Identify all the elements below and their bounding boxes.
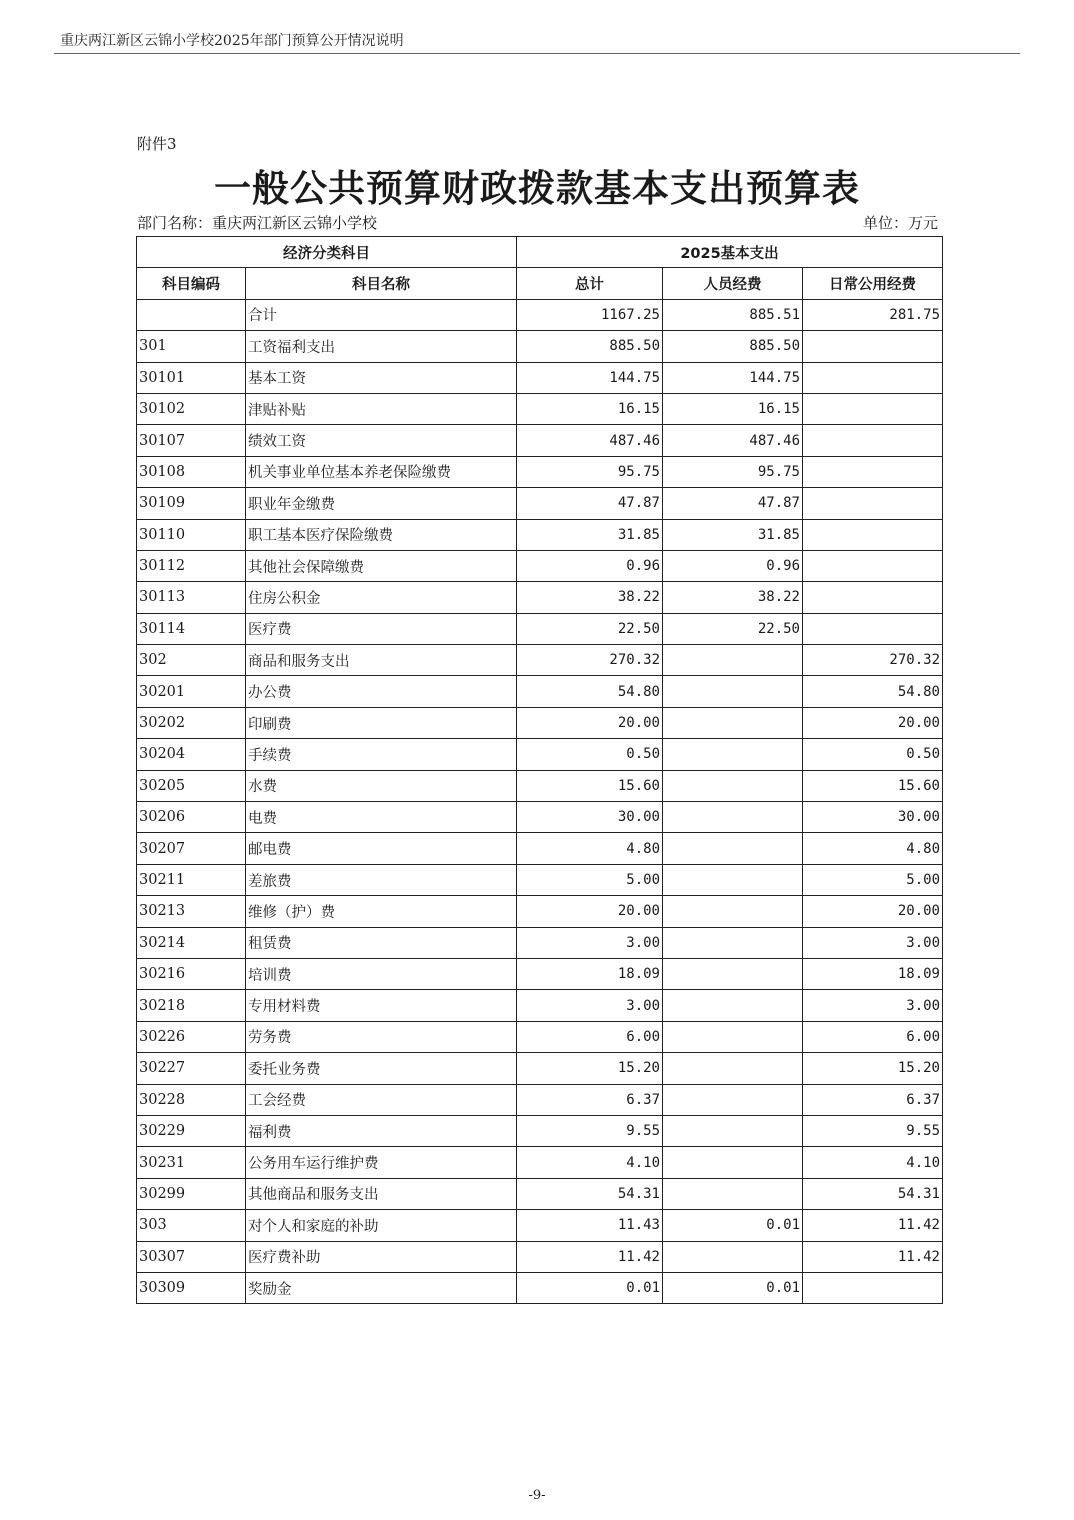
cell-code: 30204: [137, 739, 246, 770]
cell-name: 绩效工资: [246, 425, 517, 456]
cell-code: 30205: [137, 770, 246, 801]
cell-public: 18.09: [803, 958, 943, 989]
cell-personnel: [663, 990, 803, 1021]
cell-code: 302: [137, 645, 246, 676]
cell-code: 303: [137, 1210, 246, 1241]
cell-public: 15.60: [803, 770, 943, 801]
cell-public: 30.00: [803, 802, 943, 833]
cell-name: 商品和服务支出: [246, 645, 517, 676]
cell-total: 3.00: [517, 927, 663, 958]
cell-name: 机关事业单位基本养老保险缴费: [246, 456, 517, 487]
cell-personnel: [663, 1147, 803, 1178]
cell-name: 劳务费: [246, 1021, 517, 1052]
cell-code: 30228: [137, 1084, 246, 1115]
cell-personnel: 885.50: [663, 331, 803, 362]
cell-public: [803, 1272, 943, 1303]
cell-name: 奖励金: [246, 1272, 517, 1303]
table-row: [137, 833, 943, 864]
table-row: [137, 1084, 943, 1115]
column-header-code: 科目编码: [137, 268, 246, 299]
cell-personnel: [663, 833, 803, 864]
cell-code: 30108: [137, 456, 246, 487]
table-row: [137, 802, 943, 833]
cell-personnel: 95.75: [663, 456, 803, 487]
cell-public: [803, 362, 943, 393]
cell-name: 津贴补贴: [246, 393, 517, 424]
table-row: [137, 393, 943, 424]
cell-total: 11.43: [517, 1210, 663, 1241]
cell-code: 301: [137, 331, 246, 362]
cell-public: 54.80: [803, 676, 943, 707]
cell-public: [803, 425, 943, 456]
table-row: [137, 550, 943, 581]
table-row: [137, 927, 943, 958]
cell-personnel: 487.46: [663, 425, 803, 456]
cell-name: 水费: [246, 770, 517, 801]
cell-total: 54.31: [517, 1178, 663, 1209]
cell-code: 30110: [137, 519, 246, 550]
cell-name: 委托业务费: [246, 1053, 517, 1084]
cell-public: 4.10: [803, 1147, 943, 1178]
table-row: [137, 519, 943, 550]
table-row: [137, 990, 943, 1021]
cell-total: 5.00: [517, 864, 663, 895]
table-row: [137, 299, 943, 330]
cell-total: 31.85: [517, 519, 663, 550]
cell-code: 30101: [137, 362, 246, 393]
cell-name: 公务用车运行维护费: [246, 1147, 517, 1178]
header-classification: 经济分类科目: [137, 237, 517, 268]
table-row: [137, 1115, 943, 1146]
table-row: [137, 770, 943, 801]
cell-name: 医疗费补助: [246, 1241, 517, 1272]
table-row: [137, 613, 943, 644]
cell-code: 30109: [137, 488, 246, 519]
column-header-name: 科目名称: [246, 268, 517, 299]
budget-table-body: [137, 299, 943, 1304]
cell-personnel: 38.22: [663, 582, 803, 613]
cell-name: 住房公积金: [246, 582, 517, 613]
cell-personnel: 0.96: [663, 550, 803, 581]
cell-total: 20.00: [517, 896, 663, 927]
cell-personnel: 0.01: [663, 1210, 803, 1241]
cell-total: 30.00: [517, 802, 663, 833]
cell-public: 20.00: [803, 896, 943, 927]
cell-public: 9.55: [803, 1115, 943, 1146]
table-row: [137, 864, 943, 895]
cell-public: 15.20: [803, 1053, 943, 1084]
budget-table: [136, 236, 943, 1304]
unit-label: 单位：万元: [862, 214, 938, 232]
cell-personnel: [663, 1084, 803, 1115]
cell-code: 30309: [137, 1272, 246, 1303]
cell-total: 0.96: [517, 550, 663, 581]
cell-name: 培训费: [246, 958, 517, 989]
cell-personnel: 22.50: [663, 613, 803, 644]
cell-personnel: [663, 1053, 803, 1084]
cell-name: 邮电费: [246, 833, 517, 864]
cell-total: 15.20: [517, 1053, 663, 1084]
cell-public: 5.00: [803, 864, 943, 895]
cell-personnel: 47.87: [663, 488, 803, 519]
cell-personnel: [663, 645, 803, 676]
cell-public: 4.80: [803, 833, 943, 864]
cell-total: 4.10: [517, 1147, 663, 1178]
cell-code: 30113: [137, 582, 246, 613]
cell-personnel: [663, 770, 803, 801]
cell-name: 其他商品和服务支出: [246, 1178, 517, 1209]
cell-name: 对个人和家庭的补助: [246, 1210, 517, 1241]
cell-code: 30231: [137, 1147, 246, 1178]
cell-name: 印刷费: [246, 707, 517, 738]
cell-total: 20.00: [517, 707, 663, 738]
cell-total: 38.22: [517, 582, 663, 613]
cell-code: 30226: [137, 1021, 246, 1052]
cell-code: 30114: [137, 613, 246, 644]
cell-name: 专用材料费: [246, 990, 517, 1021]
cell-total: 270.32: [517, 645, 663, 676]
cell-name: 医疗费: [246, 613, 517, 644]
cell-personnel: [663, 927, 803, 958]
attachment-label: 附件3: [137, 135, 177, 153]
page-title: 一般公共预算财政拨款基本支出预算表: [214, 167, 860, 210]
cell-name: 差旅费: [246, 864, 517, 895]
column-header-total: 总计: [517, 268, 663, 299]
cell-public: 11.42: [803, 1210, 943, 1241]
header-divider: [54, 53, 1020, 54]
cell-total: 4.80: [517, 833, 663, 864]
cell-public: [803, 456, 943, 487]
cell-total: 18.09: [517, 958, 663, 989]
cell-personnel: [663, 1241, 803, 1272]
cell-personnel: [663, 739, 803, 770]
cell-code: 30213: [137, 896, 246, 927]
table-row: [137, 362, 943, 393]
cell-public: [803, 519, 943, 550]
table-row: [137, 896, 943, 927]
cell-total: 144.75: [517, 362, 663, 393]
table-row: [137, 331, 943, 362]
cell-code: 30211: [137, 864, 246, 895]
table-row: [137, 582, 943, 613]
table-row: [137, 1241, 943, 1272]
table-row: [137, 1272, 943, 1303]
cell-personnel: [663, 1178, 803, 1209]
cell-name: 其他社会保障缴费: [246, 550, 517, 581]
cell-code: 30229: [137, 1115, 246, 1146]
cell-name: 手续费: [246, 739, 517, 770]
table-row: [137, 707, 943, 738]
table-row: [137, 1178, 943, 1209]
table-row: [137, 676, 943, 707]
cell-public: 11.42: [803, 1241, 943, 1272]
cell-code: 30227: [137, 1053, 246, 1084]
cell-personnel: [663, 864, 803, 895]
cell-total: 9.55: [517, 1115, 663, 1146]
cell-name: 工会经费: [246, 1084, 517, 1115]
cell-code: 30112: [137, 550, 246, 581]
group-header-row: [137, 237, 943, 268]
table-row: [137, 1021, 943, 1052]
cell-total: 0.50: [517, 739, 663, 770]
cell-personnel: 885.51: [663, 299, 803, 330]
cell-public: 0.50: [803, 739, 943, 770]
cell-personnel: [663, 958, 803, 989]
cell-name: 工资福利支出: [246, 331, 517, 362]
cell-code: 30218: [137, 990, 246, 1021]
cell-code: 30206: [137, 802, 246, 833]
cell-total: 11.42: [517, 1241, 663, 1272]
cell-total: 487.46: [517, 425, 663, 456]
cell-name: 合计: [246, 299, 517, 330]
cell-code: 30307: [137, 1241, 246, 1272]
cell-code: 30299: [137, 1178, 246, 1209]
cell-total: 3.00: [517, 990, 663, 1021]
cell-public: 20.00: [803, 707, 943, 738]
cell-name: 职业年金缴费: [246, 488, 517, 519]
cell-code: 30202: [137, 707, 246, 738]
cell-code: 30107: [137, 425, 246, 456]
cell-code: [137, 299, 246, 330]
department-label: 部门名称：重庆两江新区云锦小学校: [137, 214, 378, 232]
cell-personnel: [663, 802, 803, 833]
cell-public: 270.32: [803, 645, 943, 676]
cell-code: 30207: [137, 833, 246, 864]
cell-name: 维修（护）费: [246, 896, 517, 927]
table-row: [137, 488, 943, 519]
column-header-row: [137, 268, 943, 299]
table-row: [137, 739, 943, 770]
cell-personnel: 144.75: [663, 362, 803, 393]
header-expenditure: 2025基本支出: [517, 237, 943, 268]
cell-name: 职工基本医疗保险缴费: [246, 519, 517, 550]
table-row: [137, 645, 943, 676]
cell-total: 16.15: [517, 393, 663, 424]
column-header-personnel: 人员经费: [663, 268, 803, 299]
cell-personnel: 16.15: [663, 393, 803, 424]
cell-total: 6.00: [517, 1021, 663, 1052]
cell-code: 30216: [137, 958, 246, 989]
cell-personnel: [663, 707, 803, 738]
cell-public: 3.00: [803, 927, 943, 958]
page-number: -9-: [528, 1488, 546, 1503]
cell-public: 281.75: [803, 299, 943, 330]
cell-public: [803, 488, 943, 519]
cell-personnel: 0.01: [663, 1272, 803, 1303]
cell-public: 54.31: [803, 1178, 943, 1209]
cell-public: 6.00: [803, 1021, 943, 1052]
cell-personnel: 31.85: [663, 519, 803, 550]
cell-personnel: [663, 896, 803, 927]
cell-name: 办公费: [246, 676, 517, 707]
cell-name: 福利费: [246, 1115, 517, 1146]
cell-personnel: [663, 1021, 803, 1052]
running-header: 重庆两江新区云锦小学校2025年部门预算公开情况说明: [60, 33, 404, 49]
cell-public: 3.00: [803, 990, 943, 1021]
cell-public: 6.37: [803, 1084, 943, 1115]
cell-personnel: [663, 1115, 803, 1146]
cell-code: 30102: [137, 393, 246, 424]
cell-total: 1167.25: [517, 299, 663, 330]
cell-public: [803, 582, 943, 613]
cell-personnel: [663, 676, 803, 707]
table-row: [137, 425, 943, 456]
cell-public: [803, 393, 943, 424]
table-row: [137, 1053, 943, 1084]
column-header-public: 日常公用经费: [803, 268, 943, 299]
table-row: [137, 1147, 943, 1178]
cell-name: 电费: [246, 802, 517, 833]
cell-code: 30201: [137, 676, 246, 707]
cell-public: [803, 613, 943, 644]
cell-total: 22.50: [517, 613, 663, 644]
table-row: [137, 456, 943, 487]
cell-name: 租赁费: [246, 927, 517, 958]
cell-total: 15.60: [517, 770, 663, 801]
cell-name: 基本工资: [246, 362, 517, 393]
table-row: [137, 958, 943, 989]
cell-total: 885.50: [517, 331, 663, 362]
cell-public: [803, 550, 943, 581]
cell-total: 95.75: [517, 456, 663, 487]
cell-total: 6.37: [517, 1084, 663, 1115]
cell-public: [803, 331, 943, 362]
table-row: [137, 1210, 943, 1241]
cell-total: 47.87: [517, 488, 663, 519]
cell-total: 0.01: [517, 1272, 663, 1303]
cell-code: 30214: [137, 927, 246, 958]
cell-total: 54.80: [517, 676, 663, 707]
